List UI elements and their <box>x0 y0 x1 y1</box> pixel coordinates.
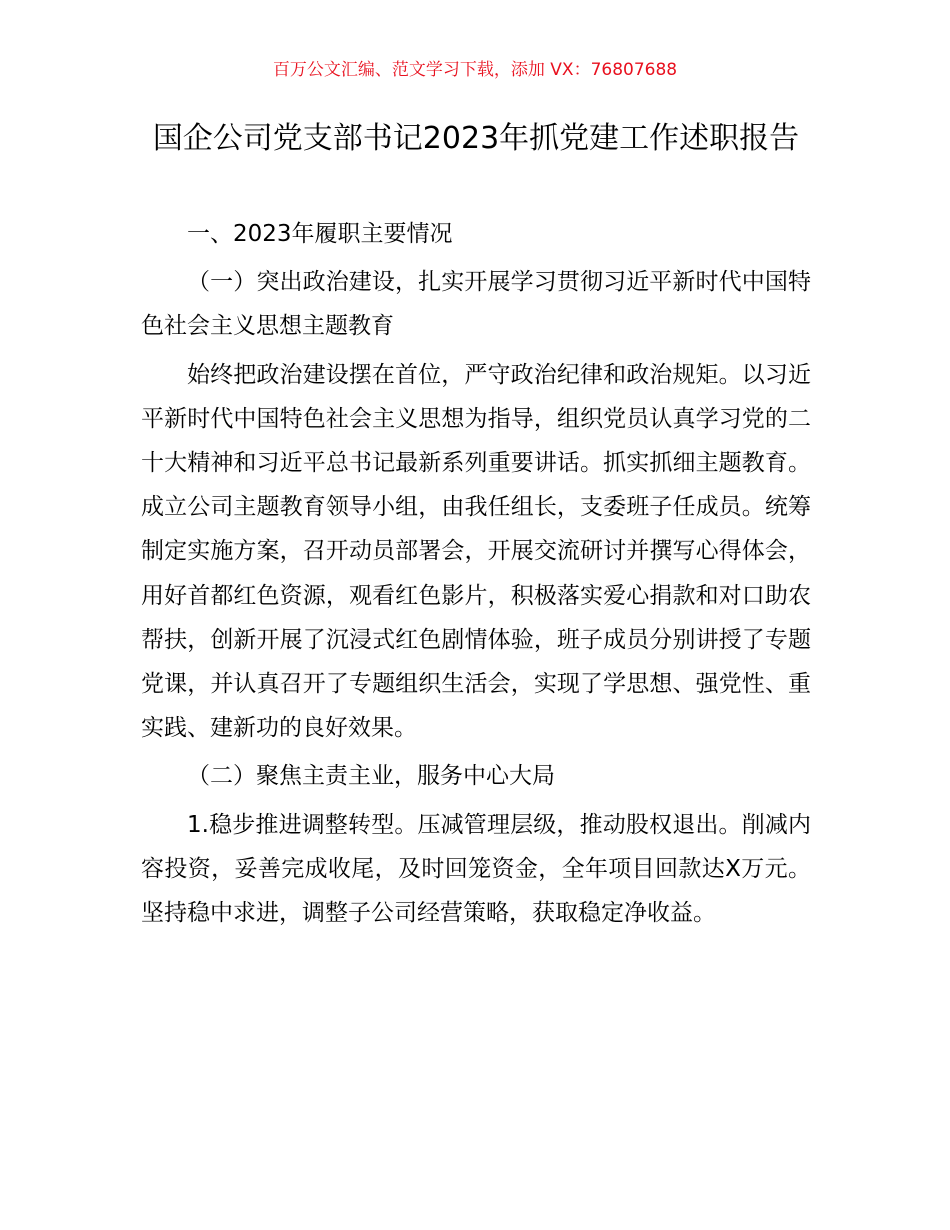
section-heading: 一、2023年履职主要情况 <box>187 221 453 247</box>
subsection-heading: （一）突出政治建设，扎实开展学习贯彻习近平新时代中国特色社会主义思想主题教育 <box>141 269 811 340</box>
paragraph: 1.稳步推进调整转型。压减管理层级，推动股权退出。削减内容投资，妥善完成收尾，及时回笼资金，全年项目回款达X万元。坚持稳中求进，调整子公司经营策略，获取稳定净收益。 <box>141 811 811 927</box>
document-title: 国企公司党支部书记2023年抓党建工作述职报告 <box>152 121 800 156</box>
subsection-heading: （二）聚焦主责主业，服务中心大局 <box>187 763 555 790</box>
paragraph: 始终把政治建设摆在首位，严守政治纪律和政治规矩。以习近平新时代中国特色社会主义思想为指导，组织党员认真学习党的二十大精神和习近平总书记最新系列重要讲话。抓实抓细主题教育。成立公司主题教育领导小组，由我任组长，支委班子任成员。统筹制定实施方案，召开动员部署会，开展交流研讨并撰写心得体会，用好首都红色资源，观看红色影片，积极落实爱心捐款和对口助农帮扶，创新开展了沉浸式红色剧情体验，班子成员分别讲授了专题党课，并认真召开了专题组织生活会，实现了学思想、强党性、重实践、建新功的良好效果。 <box>141 361 811 742</box>
watermark-header: 百万公文汇编、范文学习下载，添加 VX：76807688 <box>272 60 678 80</box>
document-body <box>141 212 811 939</box>
